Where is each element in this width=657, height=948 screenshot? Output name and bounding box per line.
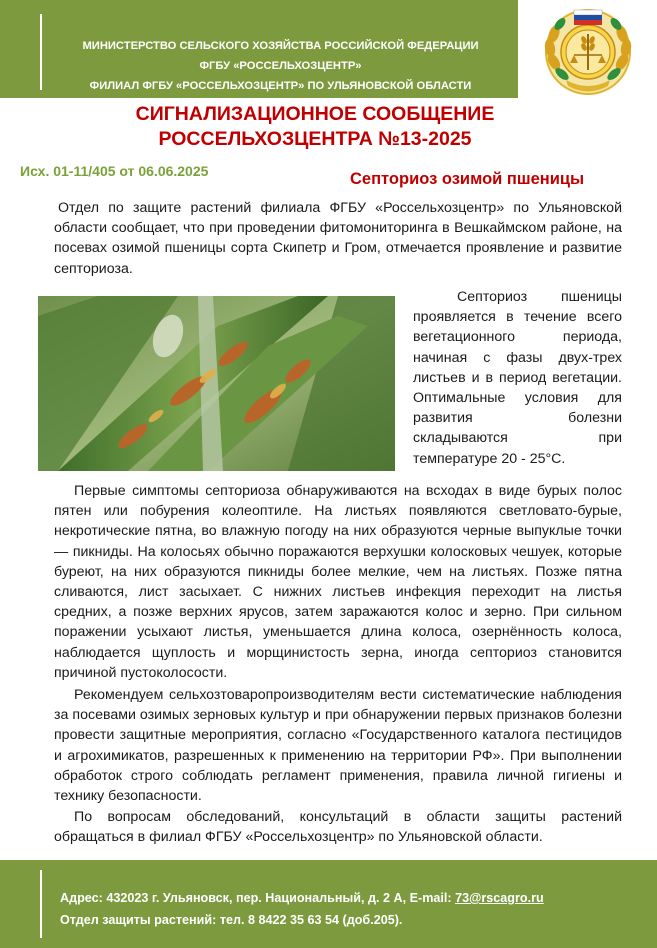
side-paragraph: Септориоз пшеницы проявляется в течение всего вегетационного периода, начиная с фазы двух-трех листьев и в период вегетации. Оптимальные условия для развития болезни складываются при температуре 20 - 25°С. bbox=[413, 289, 622, 467]
address-text: Адрес: 432023 г. Ульяновск, пер. Национальный, д. 2 А, E-mail: bbox=[60, 891, 456, 905]
symptoms-text: Первые симптомы септориоза обнаруживаются на всходах в виде бурых полос пятен или побурения колеоптиле. На листьях появляются светловато-бурые, некротические пятна, во влажную погоду на них образуются черные выпуклые точки — пикниды. На колосьях обычно поражаются верхушки колосковых чешуек, которые буреют, на них образуются пикниды более мелкие, чем на листьях. Позже пятна сливаются, лист засыхает. С нижних листьев инфекция переходит на листья средних, а позже верхних ярусов, затем заражаются колос и зерно. При сильном поражении усыхают листья, уменьшается длина колоса, озернённость колоса, наблюдается щуплость и морщинистость зерна, иногда септориоз становится причиной пустоколосости. bbox=[54, 483, 622, 681]
footer-contacts bbox=[60, 887, 544, 931]
septoria-wheat-leaf-photo-icon bbox=[38, 296, 395, 471]
emblem-icon bbox=[518, 0, 657, 98]
header-organization bbox=[48, 36, 513, 96]
contacts-paragraph bbox=[54, 807, 622, 847]
phone-line: Отдел защиты растений: тел. 8 8422 35 63 54 (доб.205). bbox=[60, 913, 403, 927]
title-line-1: СИГНАЛИЗАЦИОННОЕ СООБЩЕНИЕ bbox=[135, 103, 495, 125]
header-divider bbox=[40, 14, 42, 90]
recommendation-text: Рекомендуем сельхозтоваропроизводителям вести систематические наблюдения за посевами озимых зерновых культур и при обнаружении первых признаков болезни провести защитные мероприятия, согласно «Государственного каталога пестицидов и агрохимикатов, разрешенных к применению на территории РФ». При выполнении обработок строго соблюдать регламент применения, правила личной гигиены и технику безопасности. bbox=[54, 687, 622, 805]
address-line bbox=[60, 887, 544, 909]
disease-subtitle: Септориоз озимой пшеницы bbox=[350, 170, 585, 188]
header-band bbox=[0, 0, 657, 98]
footer-divider bbox=[40, 870, 42, 938]
document-title bbox=[90, 102, 540, 152]
wheat-leaf-photo bbox=[38, 296, 395, 471]
agency-line: ФГБУ «РОССЕЛЬХОЗЦЕНТР» bbox=[199, 60, 362, 72]
emblem-logo bbox=[518, 0, 657, 98]
outgoing-reference: Исх. 01-11/405 от 06.06.2025 bbox=[20, 163, 209, 179]
ministry-line: МИНИСТЕРСТВО СЕЛЬСКОГО ХОЗЯЙСТВА РОССИЙСКОЙ ФЕДЕРАЦИИ bbox=[82, 40, 479, 52]
title-line-2: РОССЕЛЬХОЗЦЕНТРА №13-2025 bbox=[158, 128, 472, 150]
contacts-text: По вопросам обследований, консультаций в области защиты растений обращаться в филиал ФГБУ «Россельхозцентр» по Ульяновской области. bbox=[54, 809, 622, 846]
branch-line: ФИЛИАЛ ФГБУ «РОССЕЛЬХОЗЦЕНТР» ПО УЛЬЯНОВСКОЙ ОБЛАСТИ bbox=[89, 80, 472, 92]
recommendation-paragraph bbox=[54, 685, 622, 806]
intro-paragraph: Отдел по защите растений филиала ФГБУ «Россельхозцентр» по Ульяновской области сообщает, что при проведении фитомониторинга в Вешкаймском районе, на посевах озимой пшеницы сорта Скипетр и Гром, отмечается проявление и развитие септориоза. bbox=[54, 200, 622, 277]
symptoms-paragraph bbox=[54, 481, 622, 683]
email-link[interactable]: 73@rscagro.ru bbox=[455, 891, 544, 905]
footer-band bbox=[0, 860, 657, 948]
